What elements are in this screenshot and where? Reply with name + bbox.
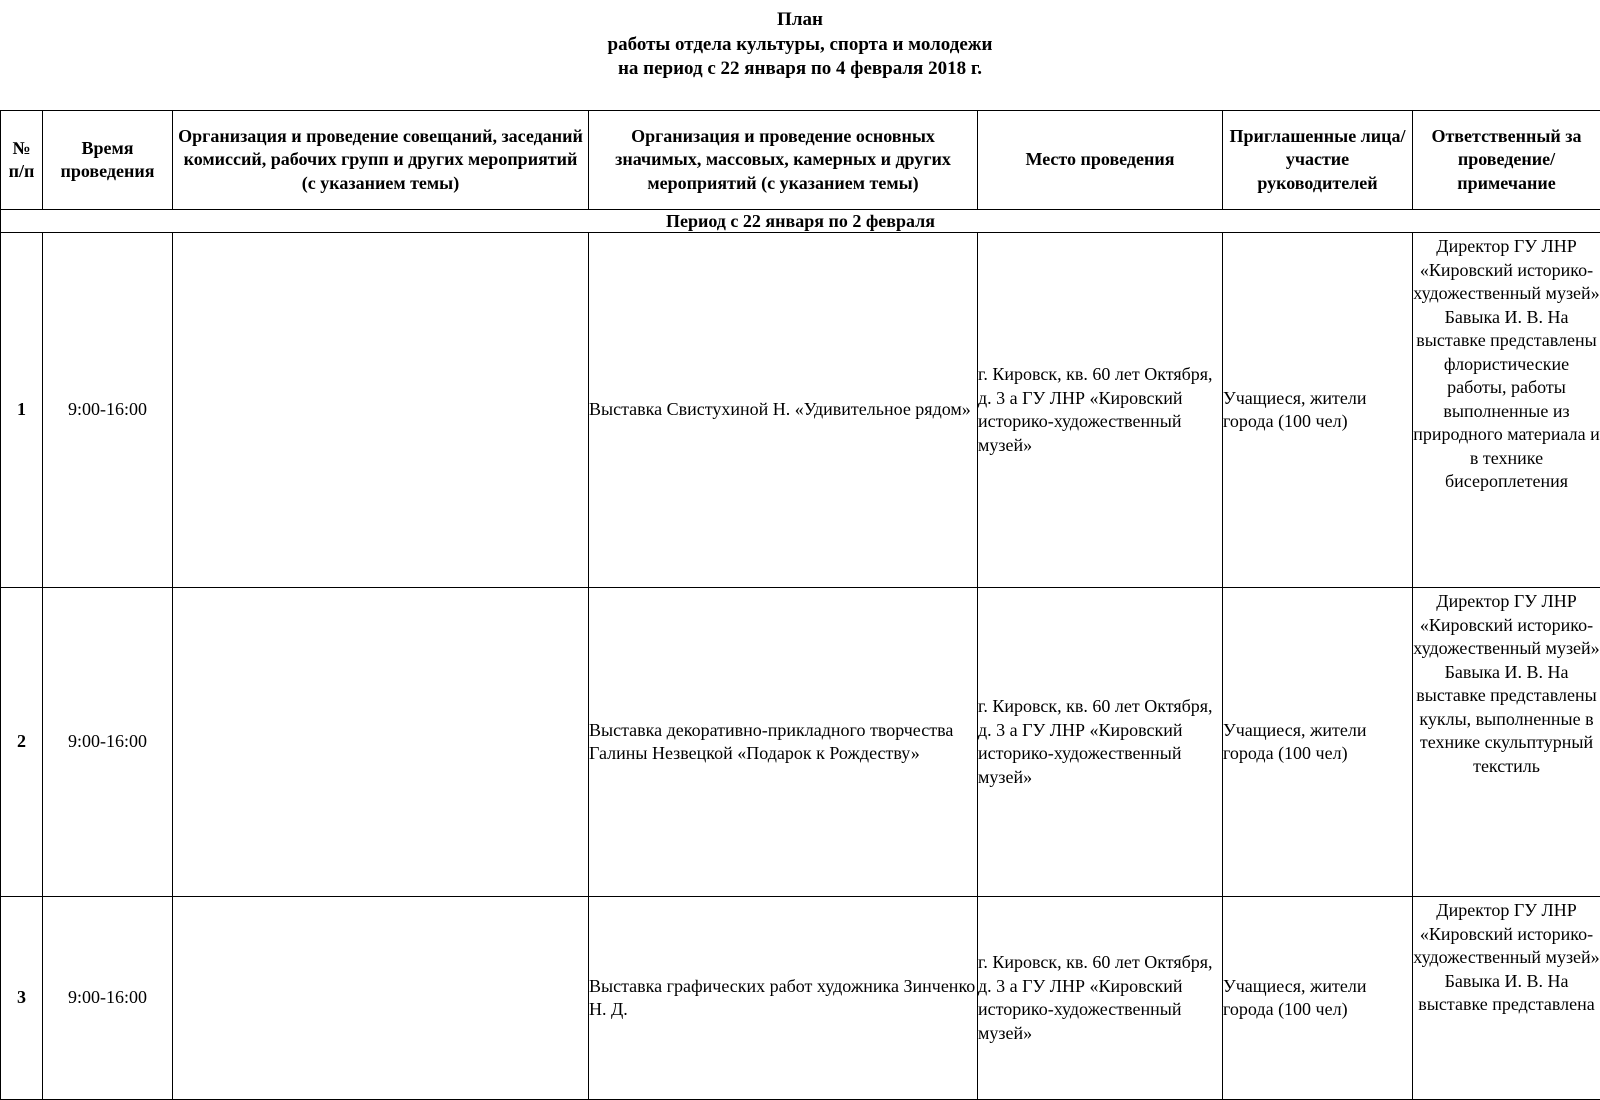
- row-time: 9:00-16:00: [43, 588, 173, 897]
- row-guests: Учащиеся, жители города (100 чел): [1223, 588, 1413, 897]
- row-meeting: [173, 233, 589, 588]
- row-num: 1: [1, 233, 43, 588]
- header-events: Организация и проведение основных значимых, массовых, камерных и других мероприятий (с указанием темы): [589, 111, 978, 210]
- row-event: Выставка графических работ художника Зинченко Н. Д.: [589, 897, 978, 1100]
- header-row: [1, 111, 1600, 210]
- row-guests: Учащиеся, жители города (100 чел): [1223, 233, 1413, 588]
- row-place: г. Кировск, кв. 60 лет Октября, д. 3 а ГУ ЛНР «Кировский историко-художественный музей»: [978, 897, 1223, 1100]
- period-label: Период с 22 января по 2 февраля: [1, 210, 1600, 233]
- row-meeting: [173, 588, 589, 897]
- table-row: [1, 588, 1600, 897]
- row-guests: Учащиеся, жители города (100 чел): [1223, 897, 1413, 1100]
- row-time: 9:00-16:00: [43, 233, 173, 588]
- row-place: г. Кировск, кв. 60 лет Октября, д. 3 а ГУ ЛНР «Кировский историко-художественный музей»: [978, 588, 1223, 897]
- period-row: [1, 210, 1600, 233]
- row-num: 3: [1, 897, 43, 1100]
- row-responsible: Директор ГУ ЛНР «Кировский историко-художественный музей» Бавыка И. В. На выставке представлены куклы, выполненные в технике скульптурный текстиль: [1413, 588, 1600, 897]
- header-guests: Приглашенные лица/участие руководителей: [1223, 111, 1413, 210]
- title-line-2: работы отдела культуры, спорта и молодежи: [0, 33, 1600, 58]
- row-event: Выставка декоративно-прикладного творчества Галины Незвецкой «Подарок к Рождеству»: [589, 588, 978, 897]
- table-row: [1, 897, 1600, 1100]
- row-responsible: Директор ГУ ЛНР «Кировский историко-художественный музей» Бавыка И. В. На выставке представлены флористические работы, работы выполненные из природного материала и в технике бисероплетения: [1413, 233, 1600, 588]
- header-num: № п/п: [1, 111, 43, 210]
- header-responsible: Ответственный за проведение/ примечание: [1413, 111, 1600, 210]
- row-event: Выставка Свистухиной Н. «Удивительное рядом»: [589, 233, 978, 588]
- plan-table: [0, 110, 1600, 1100]
- row-meeting: [173, 897, 589, 1100]
- title-line-1: План: [0, 8, 1600, 33]
- row-time: 9:00-16:00: [43, 897, 173, 1100]
- title-line-3: на период с 22 января по 4 февраля 2018 г.: [0, 57, 1600, 82]
- row-place: г. Кировск, кв. 60 лет Октября, д. 3 а ГУ ЛНР «Кировский историко-художественный музей»: [978, 233, 1223, 588]
- row-num: 2: [1, 588, 43, 897]
- header-meetings: Организация и проведение совещаний, заседаний комиссий, рабочих групп и других мероприятий (с указанием темы): [173, 111, 589, 210]
- table-row: [1, 233, 1600, 588]
- header-place: Место проведения: [978, 111, 1223, 210]
- document-title: [0, 8, 1600, 82]
- row-responsible: Директор ГУ ЛНР «Кировский историко-художественный музей» Бавыка И. В. На выставке представлена: [1413, 897, 1600, 1100]
- header-time: Время проведения: [43, 111, 173, 210]
